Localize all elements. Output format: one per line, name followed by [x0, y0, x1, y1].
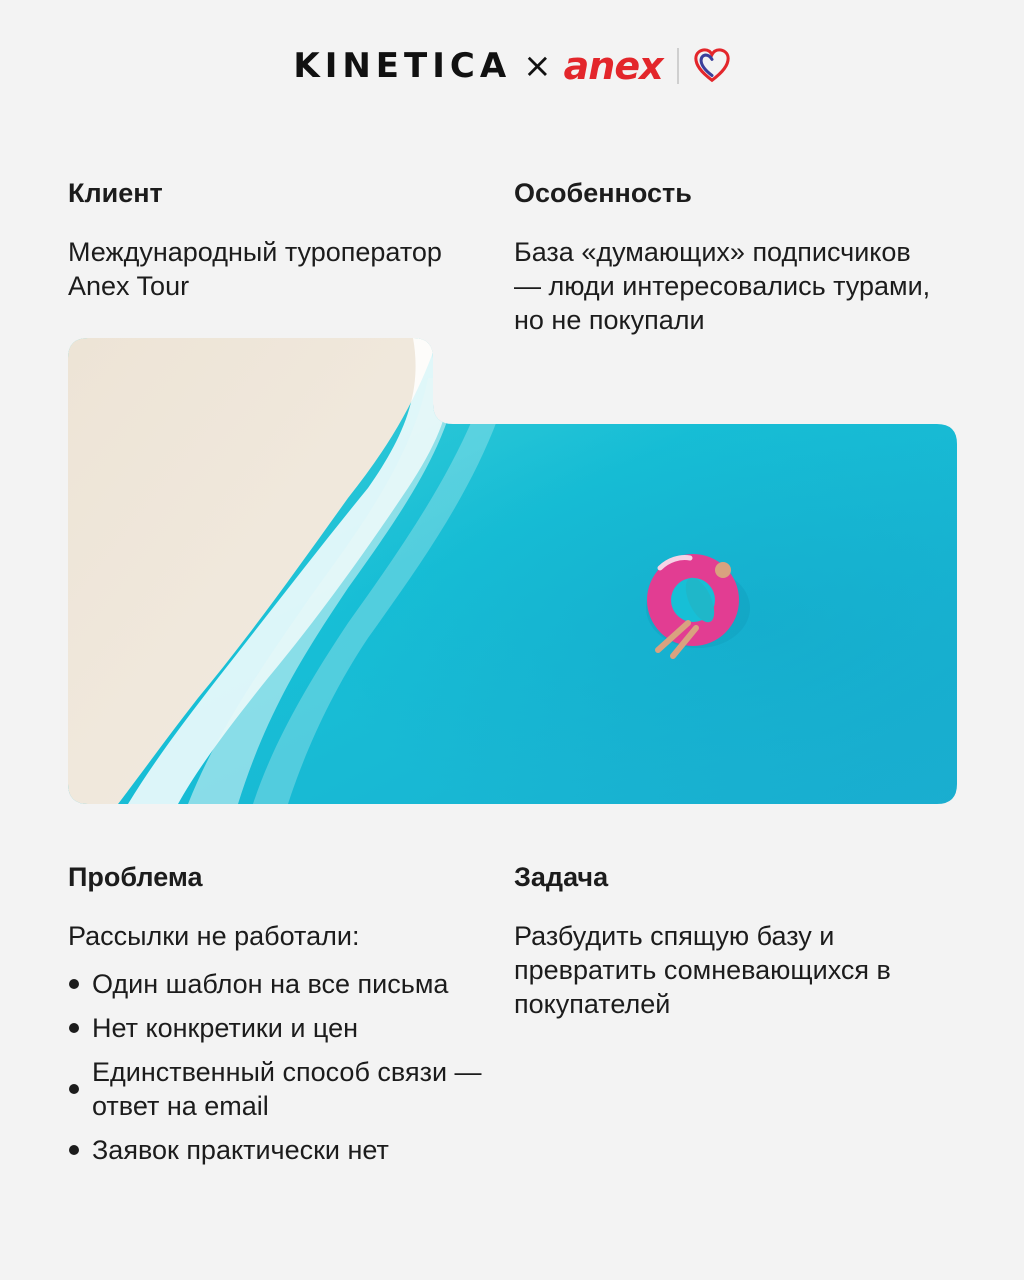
- problem-intro: Рассылки не работали:: [68, 921, 360, 951]
- task-section: [514, 862, 954, 1021]
- task-heading: Задача: [514, 862, 609, 892]
- beach-sea-photo: [68, 338, 957, 804]
- header: [0, 40, 1024, 92]
- problem-list: [68, 967, 488, 1167]
- feature-heading: Особенность: [514, 178, 692, 208]
- feature-section: [514, 178, 934, 337]
- list-item: Заявок практически нет: [68, 1133, 488, 1167]
- anex-logo: anex: [563, 44, 663, 88]
- task-text: Разбудить спящую базу и превратить сомневающихся в покупателей: [514, 921, 891, 1019]
- list-item: Единственный способ связи — ответ на email: [68, 1055, 488, 1123]
- client-text: Международный туроператор Anex Tour: [68, 237, 442, 301]
- list-item: Один шаблон на все письма: [68, 967, 488, 1001]
- logo-divider: [677, 48, 679, 84]
- kinetica-logo: KINETICA: [293, 46, 512, 86]
- collab-separator: ×: [523, 46, 552, 86]
- list-item: Нет конкретики и цен: [68, 1011, 488, 1045]
- heart-icon: [693, 47, 731, 85]
- feature-text: База «думающих» подписчиков — люди интересовались турами, но не покупали: [514, 237, 931, 335]
- problem-heading: Проблема: [68, 862, 203, 892]
- problem-section: [68, 862, 488, 1177]
- client-heading: Клиент: [68, 178, 163, 208]
- client-section: [68, 178, 468, 303]
